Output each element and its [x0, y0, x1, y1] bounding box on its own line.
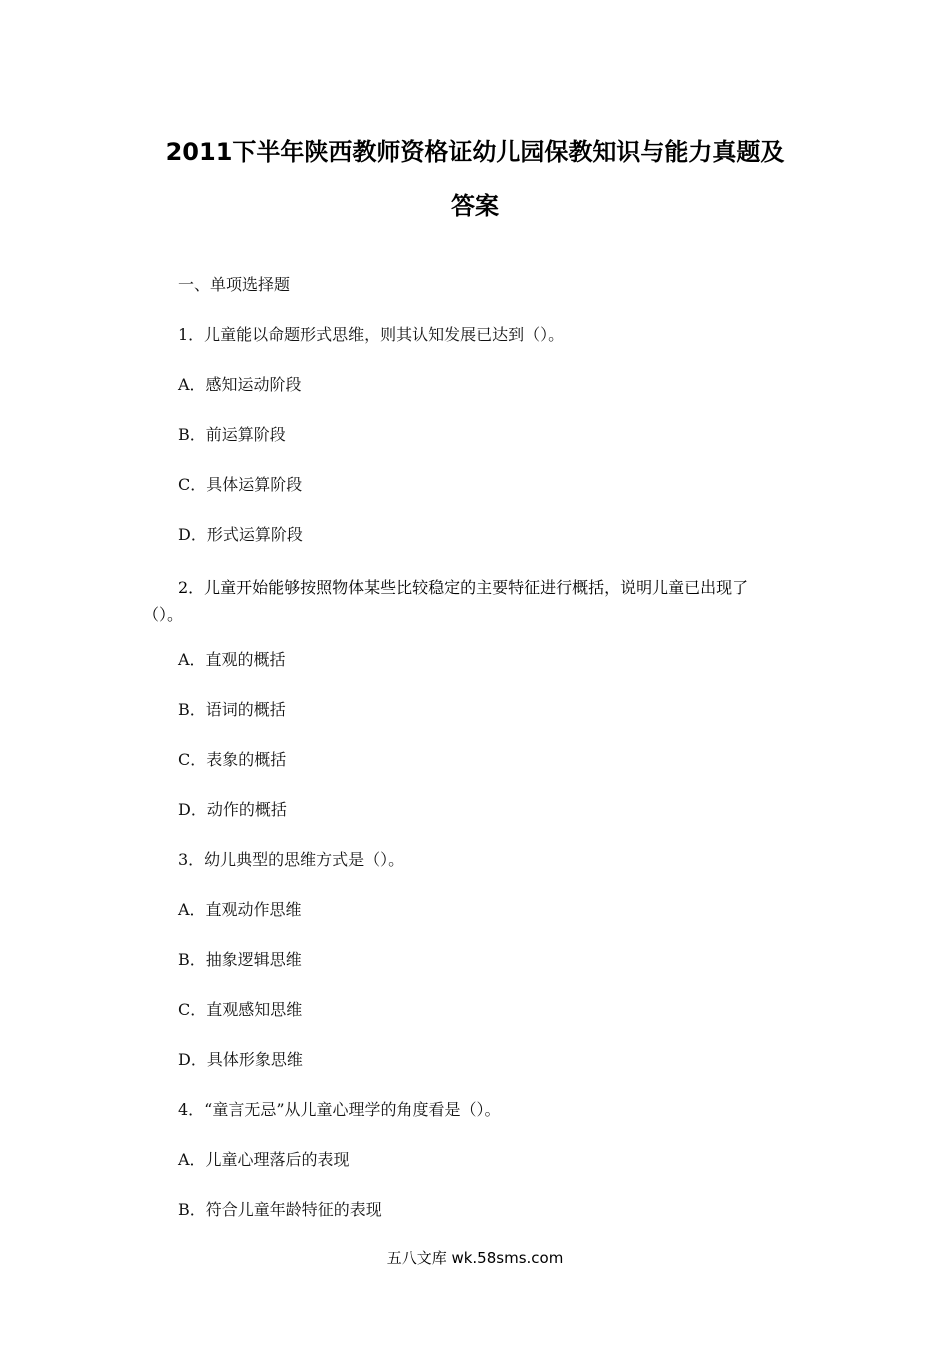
question-1-option-a: A．感知运动阶段 — [178, 375, 302, 394]
question-2-option-a: A．直观的概括 — [178, 650, 286, 669]
question-2-stem-line-1: 2．儿童开始能够按照物体某些比较稳定的主要特征进行概括，说明儿童已出现了 — [178, 578, 749, 597]
question-1-option-c: C．具体运算阶段 — [178, 475, 303, 494]
question-3-option-b: B．抽象逻辑思维 — [178, 950, 302, 969]
question-1-stem: 1．儿童能以命题形式思维，则其认知发展已达到（）。 — [178, 325, 565, 344]
question-4-stem: 4．“童言无忌”从儿童心理学的角度看是（）。 — [178, 1100, 501, 1119]
question-1-option-d: D．形式运算阶段 — [178, 525, 303, 544]
section-heading: 一、单项选择题 — [178, 275, 291, 294]
question-2-option-d: D．动作的概括 — [178, 800, 287, 819]
question-4-option-a: A．儿童心理落后的表现 — [178, 1150, 350, 1169]
question-2-option-b: B．语词的概括 — [178, 700, 286, 719]
question-3-stem: 3．幼儿典型的思维方式是（）。 — [178, 850, 405, 869]
question-3-option-c: C．直观感知思维 — [178, 1000, 303, 1019]
document-title-line-1: 2011下半年陕西教师资格证幼儿园保教知识与能力真题及 — [165, 138, 785, 166]
page-footer-watermark: 五八文库 wk.58sms.com — [386, 1249, 564, 1267]
question-2-stem-line-2: （）。 — [143, 605, 184, 624]
document-title-line-2: 答案 — [451, 192, 499, 220]
question-3-option-a: A．直观动作思维 — [178, 900, 302, 919]
question-4-option-b: B．符合儿童年龄特征的表现 — [178, 1200, 382, 1219]
question-1-option-b: B．前运算阶段 — [178, 425, 286, 444]
question-2-option-c: C．表象的概括 — [178, 750, 287, 769]
question-3-option-d: D．具体形象思维 — [178, 1050, 303, 1069]
